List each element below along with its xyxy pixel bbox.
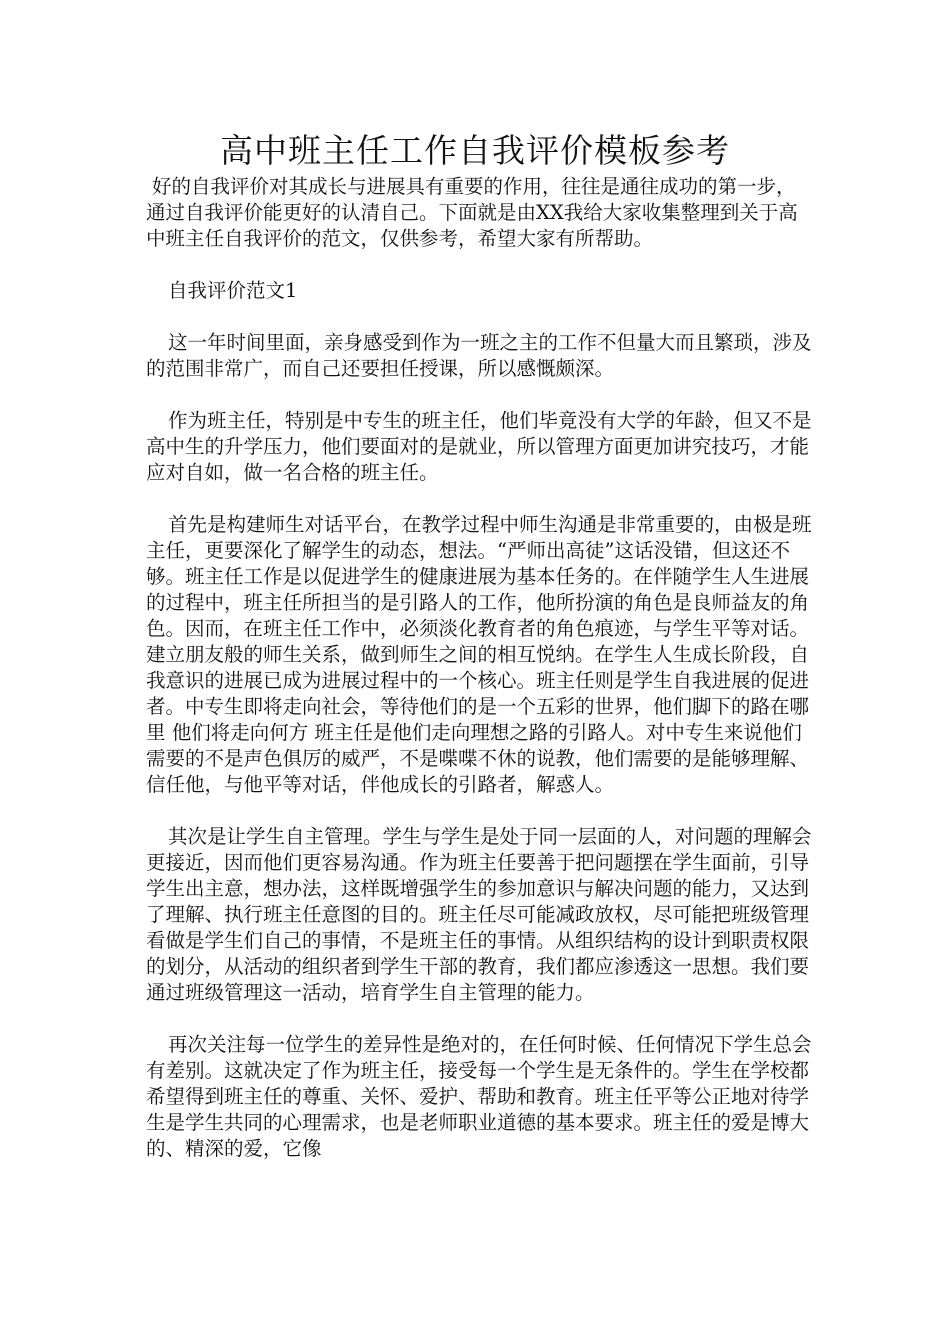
body-paragraph: 首先是构建师生对话平台，在教学过程中师生沟通是非常重要的，由极是班主任，更要深化了解学生的动态，想法。“严师出高徒”这话没错，但这还不够。班主任工作是以促进学生的健康进展为基本任务的。在伴随学生人生进展的过程中，班主任所担当的是引路人的工作，他所扮演的角色是良师益友的角色。因而，在班主任工作中，必须淡化教育者的角色痕迹，与学生平等对话。建立朋友般的师生关系，做到师生之间的相互悦纳。在学生人生成长阶段，自我意识的进展已成为进展过程中的一个核心。班主任则是学生自我进展的促进者。中专生即将走向社会，等待他们的是一个五彩的世界，他们脚下的路在哪里 他们将走向何方 班主任是他们走向理想之路的引路人。对中专生来说他们需要的不是声色俱厉的威严，不是喋喋不休的说教，他们需要的是能够理解、信任他，与他平等对话，伴他成长的引路者，解惑人。: [146, 513, 812, 796]
document-body: [146, 174, 814, 1162]
section-heading: 自我评价范文1: [168, 279, 298, 302]
intro-paragraph: 好的自我评价对其成长与进展具有重要的作用，往往是通往成功的第一步，通过自我评价能更好的认清自己。下面就是由XX我给大家收集整理到关于高中班主任自我评价的范文，仅供参考，希望大家有所帮助。: [146, 175, 798, 250]
document-title: 高中班主任工作自我评价模板参考: [220, 131, 730, 170]
body-paragraph: 其次是让学生自主管理。学生与学生是处于同一层面的人，对问题的理解会更接近，因而他们更容易沟通。作为班主任要善于把问题摆在学生面前，引导学生出主意，想办法，这样既增强学生的参加意识与解决问题的能力，又达到了理解、执行班主任意图的目的。班主任尽可能减政放权，尽可能把班级管理看做是学生们自己的事情，不是班主任的事情。从组织结构的设计到职责权限的划分，从活动的组织者到学生干部的教育，我们都应渗透这一思想。我们要通过班级管理这一活动，培育学生自主管理的能力。: [146, 825, 812, 1004]
body-paragraph: 再次关注每一位学生的差异性是绝对的，在任何时候、任何情况下学生总会有差别。这就决定了作为班主任，接受每一个学生是无条件的。学生在学校都希望得到班主任的尊重、关怀、爱护、帮助和教育。班主任平等公正地对待学生是学生共同的心理需求，也是老师职业道德的基本要求。班主任的爱是博大的、精深的爱，它像: [146, 1033, 812, 1160]
body-paragraph: 这一年时间里面，亲身感受到作为一班之主的工作不但量大而且繁琐，涉及的范围非常广，而自己还要担任授课，所以感慨颇深。: [146, 331, 812, 380]
body-paragraph: 作为班主任，特别是中专生的班主任，他们毕竟没有大学的年龄，但又不是高中生的升学压力，他们要面对的是就业，所以管理方面更加讲究技巧，才能应对自如，做一名合格的班主任。: [146, 409, 812, 484]
